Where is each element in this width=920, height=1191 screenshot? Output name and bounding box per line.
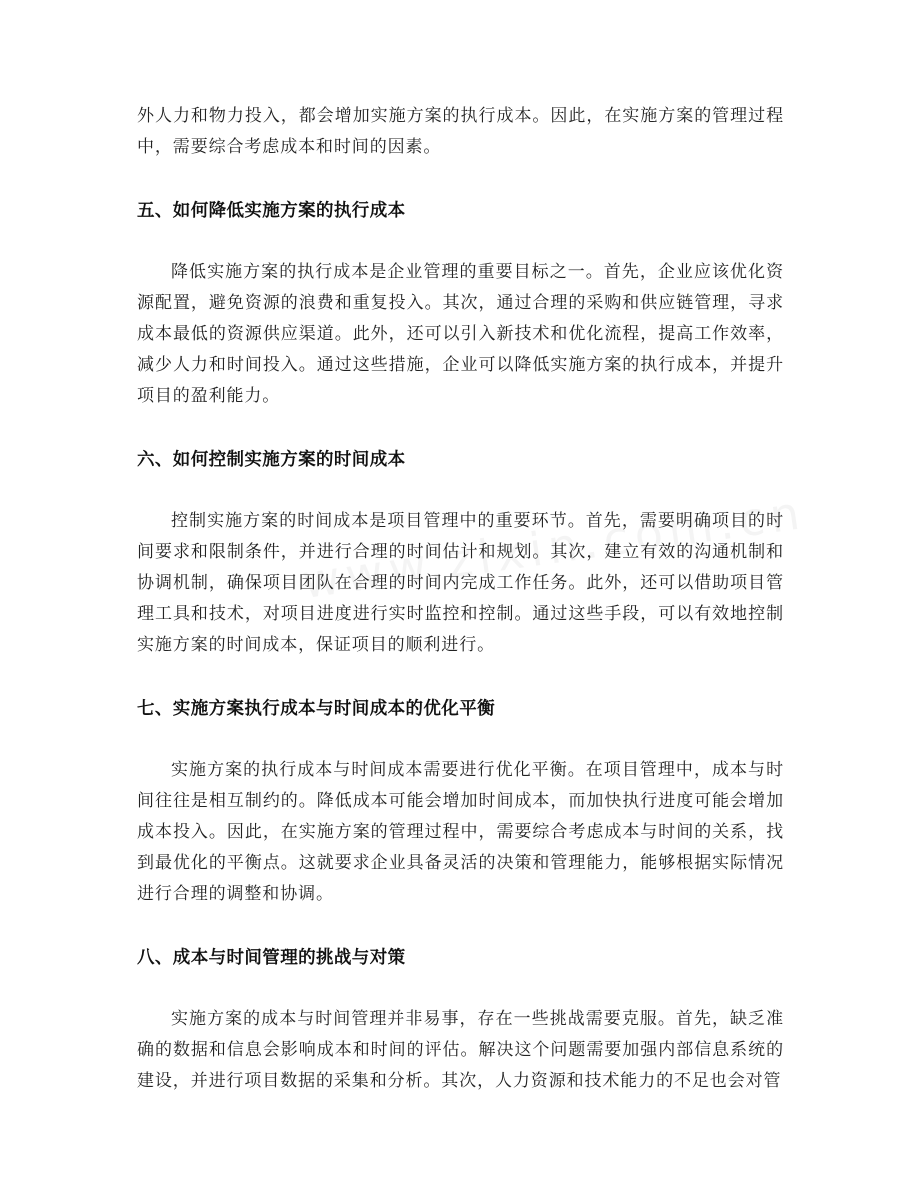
section-heading-8: 八、成本与时间管理的挑战与对策	[137, 948, 406, 968]
section-heading-5: 五、如何降低实施方案的执行成本	[137, 201, 406, 221]
section-heading-6: 六、如何控制实施方案的时间成本	[137, 450, 406, 470]
section-heading-7: 七、实施方案执行成本与时间成本的优化平衡	[137, 699, 495, 719]
section-body-7: 实施方案的执行成本与时间成本需要进行优化平衡。在项目管理中，成本与时间往往是相互制约的。降低成本可能会增加时间成本，而加快执行进度可能会增加成本投入。因此，在实施方案的管理过程中，需要综合考虑成本与时间的关系，找到最优化的平衡点。这就要求企业具备灵活的决策和管理能力，能够根据实际情况进行合理的调整和协调。	[137, 760, 784, 904]
section-body-5: 降低实施方案的执行成本是企业管理的重要目标之一。首先，企业应该优化资源配置，避免资源的浪费和重复投入。其次，通过合理的采购和供应链管理，寻求成本最低的资源供应渠道。此外，还可以引入新技术和优化流程，提高工作效率，减少人力和时间投入。通过这些措施，企业可以降低实施方案的执行成本，并提升项目的盈利能力。	[137, 262, 784, 406]
intro-paragraph: 外人力和物力投入，都会增加实施方案的执行成本。因此，在实施方案的管理过程中，需要综合考虑成本和时间的因素。	[137, 106, 784, 157]
section-body-8: 实施方案的成本与时间管理并非易事，存在一些挑战需要克服。首先，缺乏准确的数据和信息会影响成本和时间的评估。解决这个问题需要加强内部信息系统的建设，并进行项目数据的采集和分析。其次，人力资源和技术能力的不足也会对管	[137, 1009, 784, 1091]
section-body-6: 控制实施方案的时间成本是项目管理中的重要环节。首先，需要明确项目的时间要求和限制条件，并进行合理的时间估计和规划。其次，建立有效的沟通机制和协调机制，确保项目团队在合理的时间内完成工作任务。此外，还可以借助项目管理工具和技术，对项目进度进行实时监控和控制。通过这些手段，可以有效地控制实施方案的时间成本，保证项目的顺利进行。	[137, 511, 784, 655]
document-body	[137, 101, 784, 1097]
